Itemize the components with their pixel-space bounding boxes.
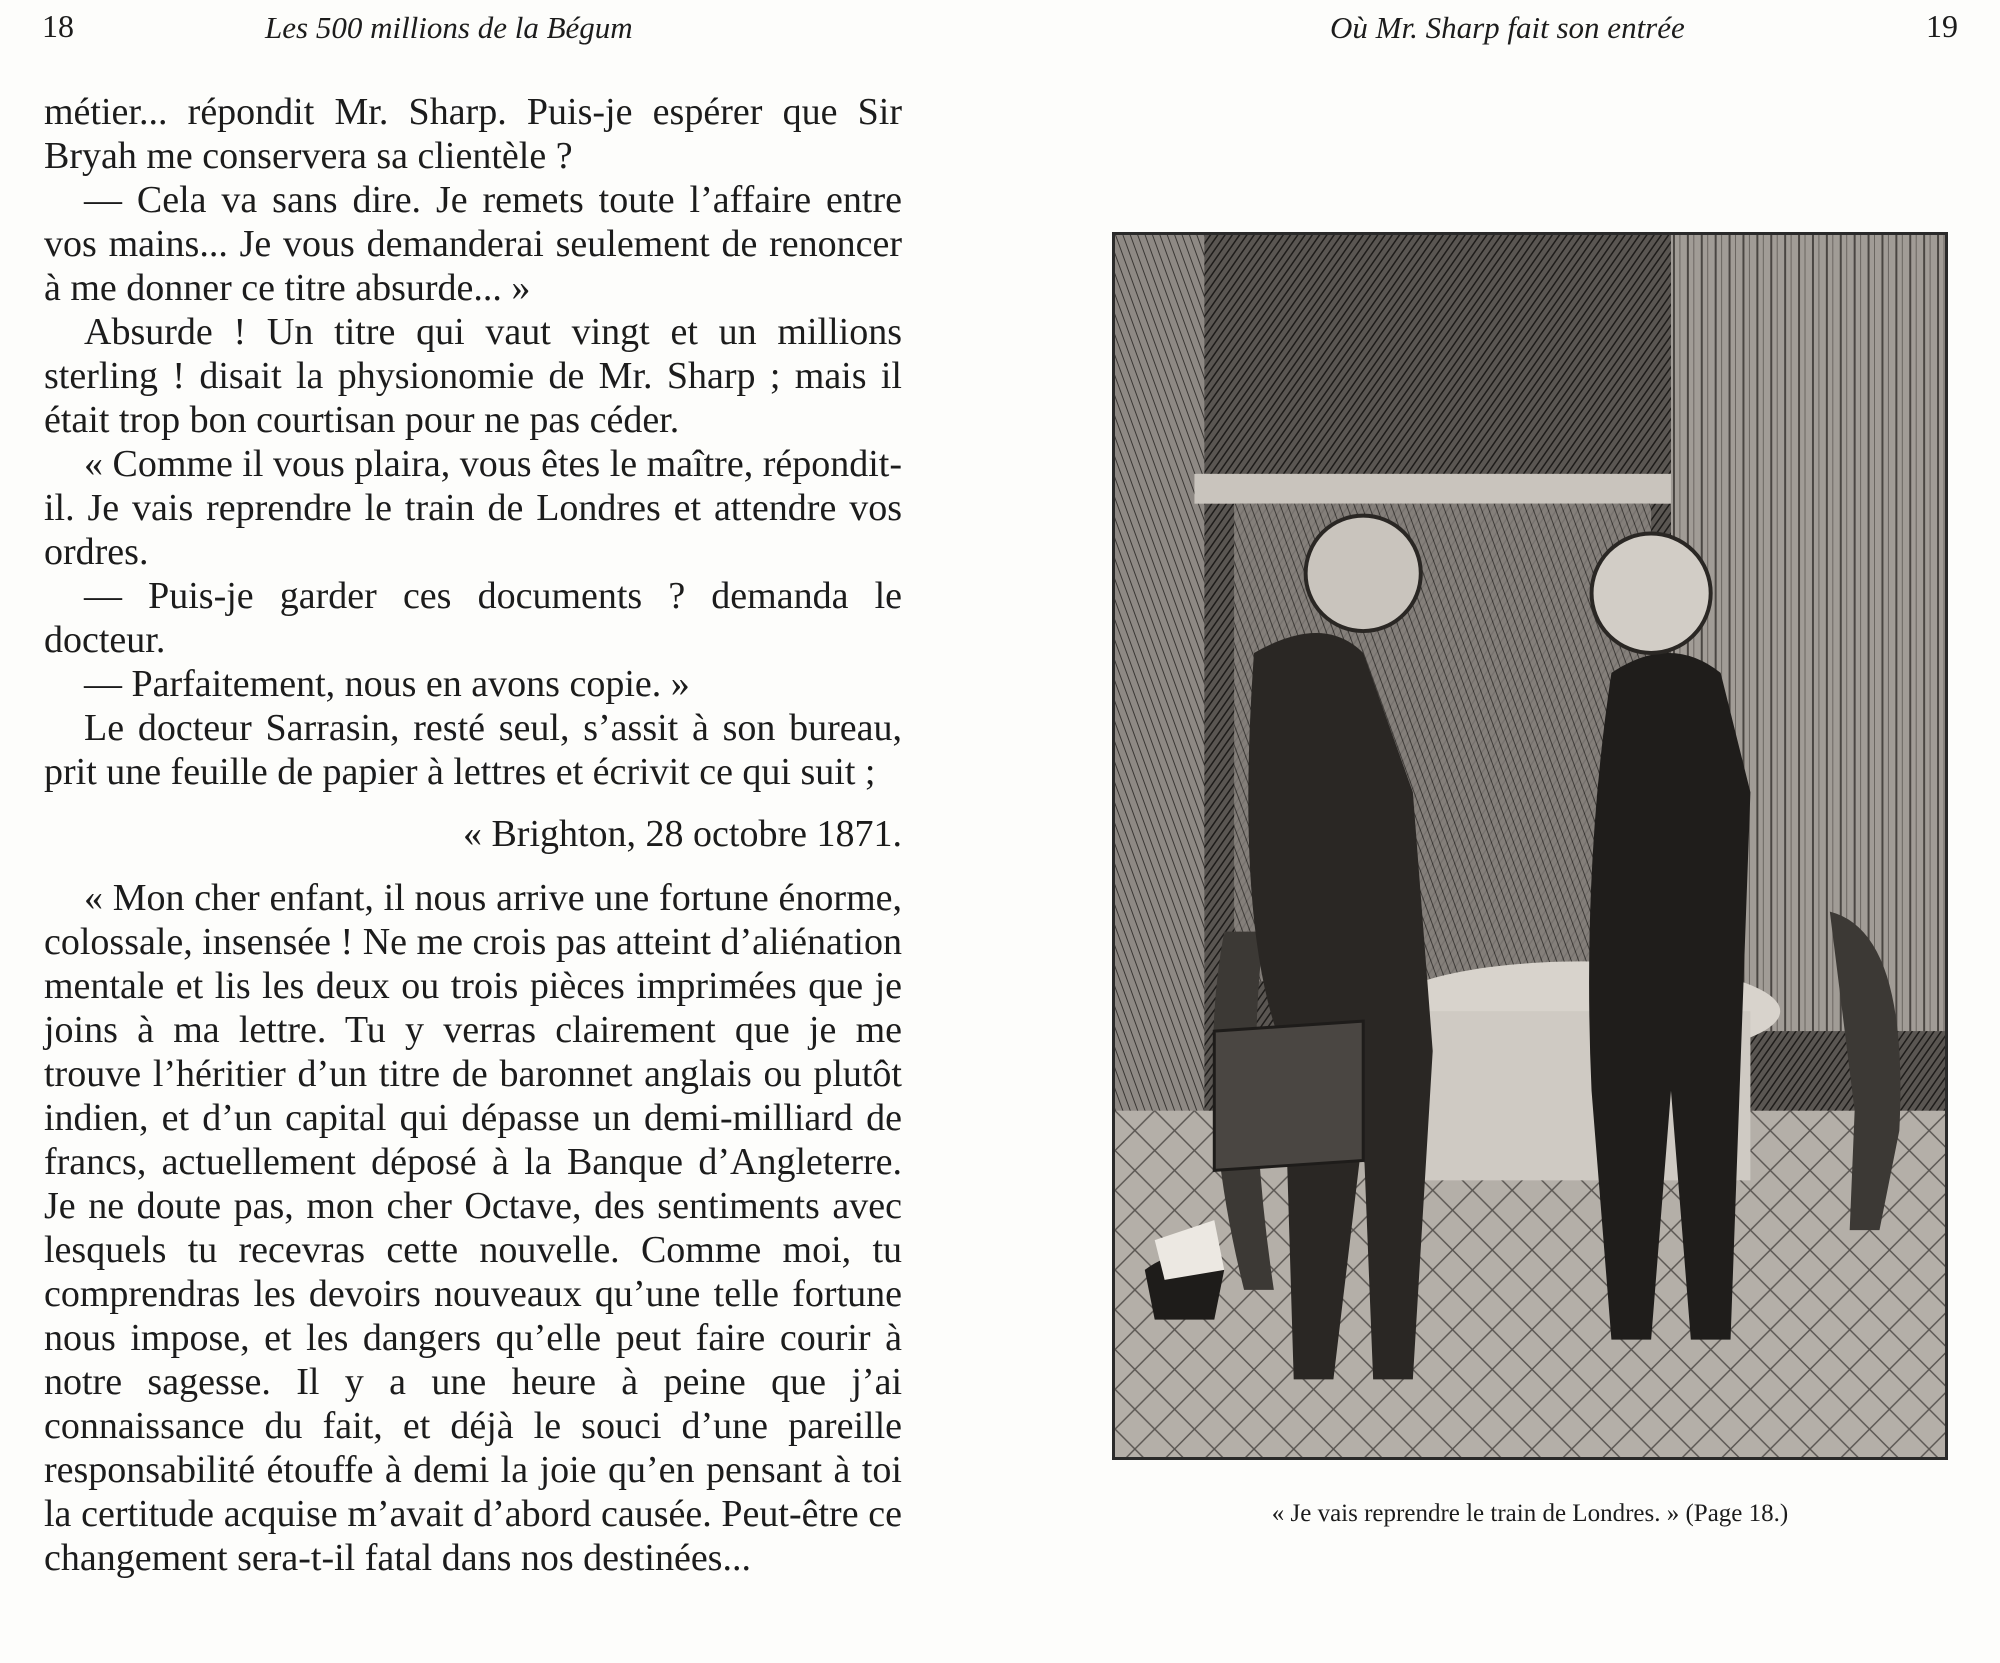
- paragraph: Absurde ! Un titre qui vaut vingt et un millions sterling ! disait la physionomie de Mr. Sharp ; mais il était trop bon courtisan pour ne pas céder.: [44, 311, 902, 441]
- body-text: [44, 90, 902, 1580]
- paragraph: métier... répondit Mr. Sharp. Puis-je espérer que Sir Bryah me conservera sa clientèle ?: [44, 91, 902, 177]
- illustration-caption: « Je vais reprendre le train de Londres. » (Page 18.): [1271, 1500, 1789, 1527]
- paragraph: — Parfaitement, nous en avons copie. »: [84, 663, 690, 705]
- running-head: Où Mr. Sharp fait son entrée: [1330, 10, 1685, 45]
- letter-paragraph: « Mon cher enfant, il nous arrive une fortune énorme, colossale, insensée ! Ne me crois pas atteint d’aliénation mentale et lis les deux ou trois pièces imprimées que je joins à ma lettre. Tu y verras clairement que je me trouve l’héritier d’un titre de baronnet anglais ou plutôt indien, et d’un capital qui dépasse un demi-milliard de francs, actuellement déposé à la Banque d’Angleterre. Je ne doute pas, mon cher Octave, des sentiments avec lesquels tu recevras cette nouvelle. Comme moi, tu comprendras les devoirs nouveaux qu’une telle fortune nous impose, et les dangers qu’elle peut faire courir à notre sagesse. Il y a une heure à peine que j’ai connaissance du fait, et déjà le souci d’une pareille responsabilité étouffe à demi la joie qu’en pensant à toi la certitude acquise m’avait d’abord causée. Peut-être ce changement sera-t-il fatal dans nos destinées...: [44, 877, 902, 1579]
- letter-dateline: « Brighton, 28 octobre 1871.: [462, 813, 902, 855]
- paragraph: — Puis-je garder ces documents ? demanda le docteur.: [44, 575, 902, 661]
- running-head: Les 500 millions de la Bégum: [265, 10, 633, 45]
- paragraph: — Cela va sans dire. Je remets toute l’affaire entre vos mains... Je vous demanderai seulement de renoncer à me donner ce titre absurde... »: [44, 179, 902, 309]
- page-number: 18: [42, 8, 74, 44]
- paragraph: « Comme il vous plaira, vous êtes le maître, répondit-il. Je vais reprendre le train de Londres et attendre vos ordres.: [44, 443, 902, 573]
- left-page: [0, 0, 960, 1663]
- right-page: [1000, 0, 2000, 1663]
- paragraph: Le docteur Sarrasin, resté seul, s’assit à son bureau, prit une feuille de papier à lettres et écrivit ce qui suit ;: [44, 707, 902, 793]
- engraving-illustration-icon: [1112, 232, 1948, 1460]
- page-number: 19: [1926, 8, 1958, 44]
